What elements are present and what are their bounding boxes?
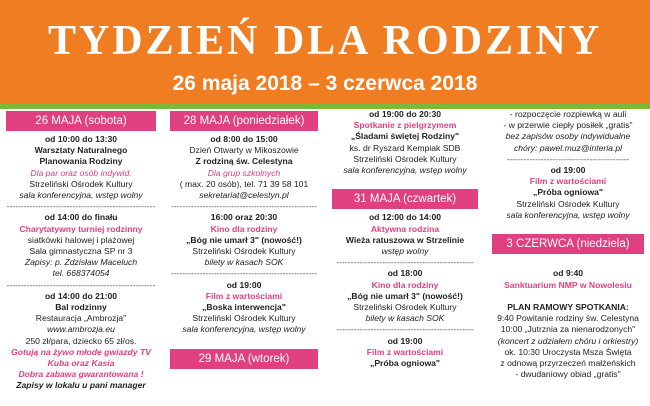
event-line: „Śladami świętej Rodziny": [350, 131, 460, 142]
event-line: [326, 176, 484, 187]
event-line: Bal rodzinny: [55, 302, 107, 313]
event-line: 9:40 Powitanie rodziny św. Celestyna: [497, 313, 639, 324]
event-line: „Boska interwencja": [202, 302, 286, 313]
event-line: Strzeliński Ośrodek Kultury: [353, 153, 457, 164]
separator: ------------------------------------------------: [336, 257, 474, 268]
event-line: sala konferencyjna, wstęp wolny: [343, 165, 467, 176]
event-line: Strzeliński Ośrodek Kultury: [353, 302, 457, 313]
event-line: od 8:00 do 15:00: [210, 134, 278, 144]
separator: ----------------------------------------------------: [6, 279, 156, 290]
event-line: [164, 336, 324, 347]
event-line: ok. 10:30 Uroczysta Msza Święta: [504, 346, 632, 357]
event-line: - dwudaniowy obiad „gratis": [515, 369, 621, 380]
event-line: ( max. 20 osób), tel. 71 39 58 101: [179, 178, 309, 189]
event-line: 16:00 oraz 20:30: [210, 212, 278, 223]
event-line: od 19:00 do 20:30: [368, 109, 442, 119]
separator: ---------------------------------------------------: [171, 268, 317, 279]
event-line: od 19:00: [550, 165, 586, 176]
day-header: 29 MAJA (wtorek): [170, 349, 318, 369]
event-line: siatkówki halowej i plażowej: [27, 234, 135, 245]
event-line: Sanktuarium NMP w Nowolesiu: [504, 279, 632, 290]
event-line: od 9:40: [552, 268, 584, 279]
event-line: Z rodziną św. Celestyna: [195, 156, 293, 167]
event-line: www.ambrozja.eu: [47, 324, 115, 335]
event-line: Aktywna rodzina: [370, 223, 440, 234]
event-line: Dobra zabawa gwarantowana !: [18, 369, 144, 380]
day-header: 3 CZERWCA (niedziela): [492, 234, 644, 254]
event-line: od 18:00: [387, 268, 423, 279]
event-line: [486, 291, 650, 302]
event-line: od 19:00: [387, 335, 423, 346]
event-line: Film z wartościami: [366, 346, 444, 357]
event-line: (koncert z udziałem chóru i orkiestry): [497, 335, 639, 346]
event-line: sekretariat@celestyn.pl: [199, 190, 289, 201]
event-line: Zapisy w lokalu u pani manager: [16, 380, 146, 391]
event-line: Dla par oraz osób indywid.: [30, 167, 132, 178]
event-line: Sala gimnastyczna SP nr 3: [29, 246, 133, 257]
event-line: PLAN RAMOWY SPOTKANIA:: [507, 302, 629, 313]
event-line: - rozpoczęcie rozpiewką w auli: [509, 109, 627, 119]
event-line: „Bóg nie umarł 3" (nowość!): [186, 234, 302, 245]
event-line: Restauracja „Ambrozja": [35, 313, 127, 324]
event-line: „Próba ogniowa": [533, 187, 603, 198]
event-line: 10:00 „Jutrznia za nienarodzonych": [500, 324, 636, 335]
event-line: od 14:00 do 21:00: [44, 290, 118, 301]
event-line: od 12:00 do 14:00: [368, 212, 442, 223]
event-line: ks. dr Ryszard Kempiak SDB: [349, 142, 461, 153]
event-line: 250 zł/para, dziecko 65 zł/os.: [25, 335, 137, 346]
event-line: bilety w kasach SOK: [204, 257, 284, 268]
event-line: Kino dla rodziny: [371, 279, 439, 290]
event-line: Warsztaty Naturalnego: [34, 145, 128, 156]
separator: ----------------------------------------------------: [6, 201, 156, 212]
separator: -------------------------------------------: [506, 153, 630, 164]
event-line: od 14:00 do finału: [44, 212, 118, 223]
event-line: bez zapisów osoby indywidualne: [505, 131, 631, 142]
event-line: od 10:00 do 13:30: [44, 134, 118, 144]
event-line: chóry: pawel.muz@interia.pl: [513, 142, 623, 153]
page-title: TYDZIEŃ DLA RODZINY: [47, 18, 603, 64]
event-line: Wieża ratuszowa w Strzelinie: [345, 234, 465, 245]
day-header: 28 MAJA (poniedziałek): [170, 111, 318, 131]
event-line: sala konferencyjna, wstęp wolny: [506, 209, 630, 220]
event-line: tel. 668374054: [52, 268, 110, 279]
header-banner: [0, 0, 650, 104]
event-line: z odnową przyrzeczeń małżeńskich: [500, 358, 636, 369]
column-3: [326, 109, 484, 406]
event-line: Film z wartościami: [529, 176, 607, 187]
column-1: [0, 109, 162, 406]
event-line: Film z wartościami: [205, 290, 283, 301]
event-line: bilety w kasach SOK: [365, 313, 445, 324]
event-line: [486, 221, 650, 232]
event-line: Kino dla rodziny: [210, 223, 278, 234]
separator: ---------------------------------------------------: [171, 201, 317, 212]
event-line: Strzeliński Ośrodek Kultury: [192, 313, 296, 324]
separator: ------------------------------------------------: [336, 324, 474, 335]
event-line: „Próba ogniowa": [370, 358, 440, 369]
date-range: 26 maja 2018 – 3 czerwca 2018: [172, 72, 478, 95]
event-line: - w przerwie ciepły posiłek „gratis": [503, 120, 633, 131]
event-line: sala konferencyjna, wstęp wolny: [182, 324, 306, 335]
event-line: Zapisy: p. Zdzisław Maceluch: [24, 257, 138, 268]
column-4: [486, 109, 650, 406]
event-line: Kuba oraz Kasia: [47, 358, 115, 369]
event-line: Planowania Rodziny: [39, 156, 123, 167]
event-line: od 19:00: [226, 279, 262, 290]
day-header: 31 MAJA (czwartek): [332, 189, 478, 209]
event-line: Gotują na żywo młode gwiazdy TV: [11, 346, 151, 357]
event-line: Charytatywny turniej rodzinny: [19, 223, 143, 234]
event-line: wstęp wolny: [381, 246, 429, 257]
event-line: Strzeliński Ośrodek Kultury: [516, 198, 620, 209]
event-line: Dla grup szkolnych: [207, 167, 281, 178]
event-line: Dzień Otwarty w Mikoszowie: [189, 145, 299, 156]
column-2: [164, 109, 324, 406]
event-line: „Bóg nie umarł 3" (nowość!): [347, 290, 463, 301]
event-line: Strzeliński Ośrodek Kultury: [29, 178, 133, 189]
event-line: sala konferencyjna, wstęp wolny: [19, 190, 143, 201]
event-line: Spotkanie z pielgrzymem: [353, 120, 457, 131]
event-line: [486, 257, 650, 268]
day-header: 26 MAJA (sobota): [6, 111, 156, 131]
event-line: Strzeliński Ośrodek Kultury: [192, 246, 296, 257]
